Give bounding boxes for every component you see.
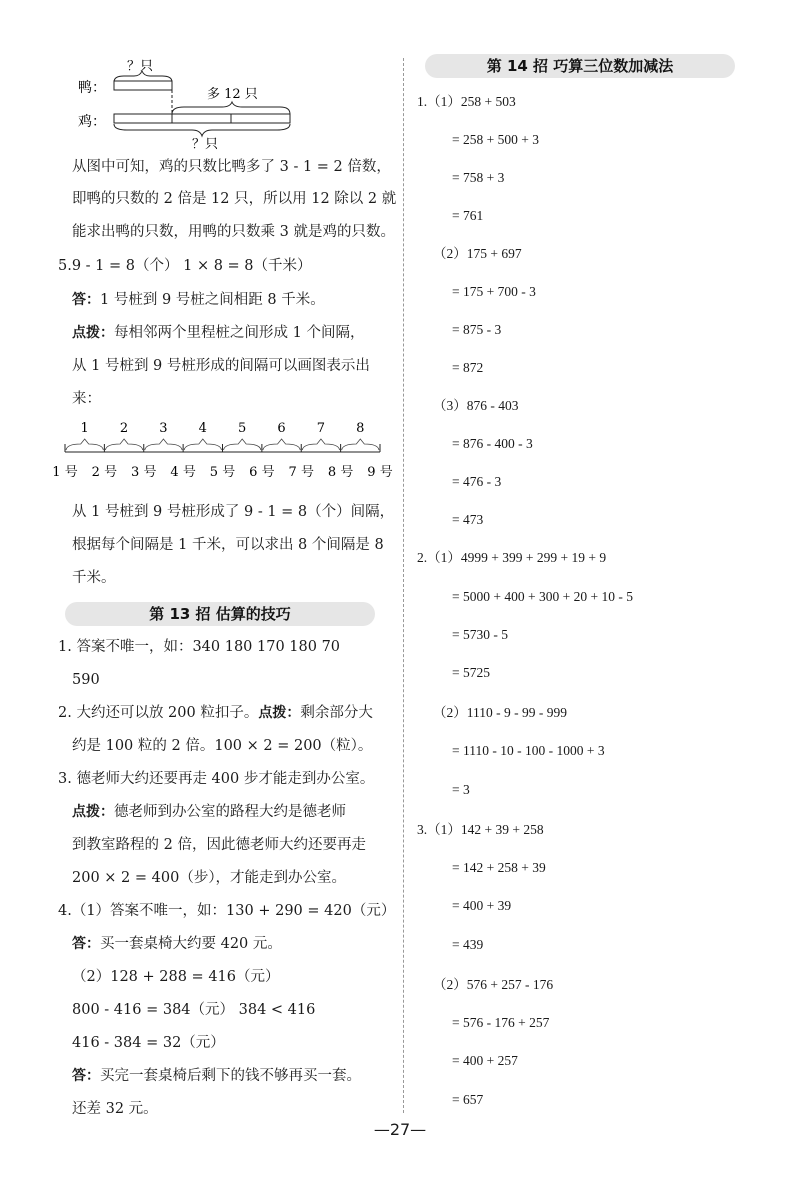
- calc-line: = 3: [452, 782, 470, 797]
- s13-q3c: 到教室路程的 2 倍，因此德老师大约还要再走: [72, 837, 366, 853]
- calc-line: = 142 + 258 + 39: [452, 860, 546, 875]
- post-label: 1 号: [52, 465, 78, 480]
- q5-answer: [72, 290, 325, 310]
- calc-line: = 1110 - 10 - 100 - 1000 + 3: [452, 743, 605, 758]
- calc-line: （2）576 + 257 - 176: [433, 977, 554, 992]
- chicken-bar: [114, 114, 290, 123]
- interval-number: 6: [277, 421, 286, 436]
- q3-hint-label: 点拨：: [72, 804, 114, 820]
- duck-chicken-diagram: [72, 56, 302, 151]
- s13-q4c: 800 - 416 = 384（元） 384 < 416: [72, 1002, 316, 1018]
- interval-number: 8: [356, 421, 365, 436]
- q4-ans2: 买完一套桌椅后剩下的钱不够再买一套。: [100, 1068, 361, 1084]
- s13-q3a: 3. 德老师大约还要再走 400 步才能走到办公室。: [58, 771, 375, 787]
- calc-line: = 439: [452, 937, 484, 952]
- q4-ans1: 买一套桌椅大约要 420 元。: [100, 936, 282, 952]
- interval-brace: [184, 439, 221, 450]
- interval-brace: [224, 439, 261, 450]
- interval-number: 3: [159, 421, 168, 436]
- interval-brace: [105, 439, 142, 450]
- s13-q2a: [58, 703, 373, 723]
- calc-line: 1.（1）258 + 503: [417, 94, 516, 109]
- page-number: —27—: [373, 1120, 427, 1139]
- post-label: 6 号: [249, 465, 275, 480]
- calc-line: 3.（1）142 + 39 + 258: [417, 822, 544, 837]
- calc-line: = 258 + 500 + 3: [452, 132, 539, 147]
- interval-number: 1: [80, 421, 89, 436]
- section-13-header: 第 13 招 估算的技巧: [65, 602, 375, 626]
- interval-brace: [66, 439, 103, 450]
- chicken-label: 鸡：: [78, 114, 106, 130]
- s13-q4b: （2）128 + 288 = 416（元）: [72, 969, 280, 985]
- answer-text: 1 号桩到 9 号桩之间相距 8 千米。: [100, 292, 325, 308]
- chicken-bottom-label: ？只: [192, 137, 219, 152]
- para1-line-3: 能求出鸭的只数，用鸭的只数乘 3 就是鸡的只数。: [72, 224, 395, 240]
- duck-top-label: ？只: [127, 59, 154, 74]
- q2a-post: 剩余部分大: [300, 705, 373, 721]
- q4-ans2-label: 答：: [72, 1068, 100, 1084]
- q3-hint: 德老师到办公室的路程大约是德老师: [114, 804, 346, 820]
- calc-line: = 761: [452, 208, 484, 223]
- interval-brace: [342, 439, 379, 450]
- interval-brace: [145, 439, 182, 450]
- calc-line: = 657: [452, 1092, 484, 1107]
- s13-q1b: 590: [72, 672, 100, 688]
- interval-brace: [263, 439, 300, 450]
- calc-line: （2）1110 - 9 - 99 - 999: [433, 705, 567, 720]
- q2a-pre: 2. 大约还可以放 200 粒扣子。: [58, 705, 259, 721]
- section-14-header: 第 14 招 巧算三位数加减法: [425, 54, 735, 78]
- post-label: 8 号: [327, 465, 354, 480]
- milestone-diagram: [52, 418, 395, 486]
- chicken-bottom-brace: [114, 124, 290, 136]
- q5-after-2: 根据每个间隔是 1 千米，可以求出 8 个间隔是 8: [72, 537, 384, 553]
- interval-number: 2: [119, 421, 129, 436]
- s13-q1a: 1. 答案不唯一，如：340 180 170 180 70: [58, 639, 341, 655]
- hint-label: 点拨：: [72, 325, 114, 341]
- answer-label: 答：: [72, 292, 100, 308]
- calc-line: = 5000 + 400 + 300 + 20 + 10 - 5: [452, 589, 633, 604]
- s13-q4-answer2: [72, 1066, 361, 1086]
- s13-q3d: 200 × 2 = 400（步），才能走到办公室。: [72, 870, 347, 886]
- calc-line: = 473: [452, 512, 484, 527]
- q5-after-3: 千米。: [72, 570, 116, 586]
- column-divider: [403, 58, 404, 1113]
- interval-number: 5: [238, 421, 247, 436]
- calc-line: （2）175 + 697: [433, 246, 522, 261]
- interval-brace: [302, 439, 339, 450]
- post-label: 3 号: [131, 465, 157, 480]
- more-brace: [172, 102, 290, 114]
- post-label: 5 号: [209, 465, 236, 480]
- duck-label: 鸭：: [78, 80, 106, 96]
- q4-ans1-label: 答：: [72, 936, 100, 952]
- post-label: 9 号: [367, 465, 393, 480]
- q5-line: 5.9 - 1 = 8（个） 1 × 8 = 8（千米）: [58, 258, 312, 274]
- q5-after-1: 从 1 号桩到 9 号桩形成了 9 - 1 = 8（个）间隔，: [72, 504, 395, 520]
- duck-bar: [114, 81, 172, 90]
- post-label: 4 号: [170, 465, 196, 480]
- more-label: 多 12 只: [207, 87, 258, 102]
- para1-line-2: 即鸭的只数的 2 倍是 12 只，所以用 12 除以 2 就: [72, 191, 397, 207]
- post-label: 2 号: [91, 465, 118, 480]
- calc-line: = 476 - 3: [452, 474, 502, 489]
- q5-hint-2: 从 1 号桩到 9 号桩形成的间隔可以画图表示出: [72, 358, 370, 374]
- s13-q3b: [72, 802, 346, 822]
- q5-hint-3: 来：: [72, 391, 101, 407]
- q5-hint-1: [72, 323, 364, 343]
- post-label: 7 号: [288, 465, 314, 480]
- calc-line: = 175 + 700 - 3: [452, 284, 536, 299]
- calc-line: 2.（1）4999 + 399 + 299 + 19 + 9: [417, 550, 607, 565]
- duck-top-brace: [114, 71, 172, 82]
- calc-line: = 5730 - 5: [452, 627, 508, 642]
- s13-q4a: 4.（1）答案不唯一，如：130 + 290 = 420（元）: [58, 903, 396, 919]
- calc-line: = 758 + 3: [452, 170, 505, 185]
- calc-line: = 400 + 39: [452, 898, 512, 913]
- s13-q4d: 416 - 384 = 32（元）: [72, 1035, 225, 1051]
- calc-line: = 576 - 176 + 257: [452, 1015, 550, 1030]
- calc-line: （3）876 - 403: [433, 398, 519, 413]
- interval-number: 4: [198, 421, 207, 436]
- s13-q2b: 约是 100 粒的 2 倍。100 × 2 = 200（粒）。: [72, 738, 373, 754]
- interval-number: 7: [316, 421, 326, 436]
- s13-q4-answer1: [72, 934, 282, 954]
- hint-text: 每相邻两个里程桩之间形成 1 个间隔，: [114, 325, 365, 341]
- calc-line: = 5725: [452, 665, 490, 680]
- s13-q4e: 还差 32 元。: [72, 1101, 158, 1117]
- q2a-hint-label: 点拨：: [258, 705, 301, 721]
- calc-line: = 872: [452, 360, 484, 375]
- calc-line: = 876 - 400 - 3: [452, 436, 533, 451]
- para1-line-1: 从图中可知，鸡的只数比鸭多了 3 - 1 = 2 倍数，: [72, 159, 391, 175]
- calc-line: = 875 - 3: [452, 322, 502, 337]
- calc-line: = 400 + 257: [452, 1053, 518, 1068]
